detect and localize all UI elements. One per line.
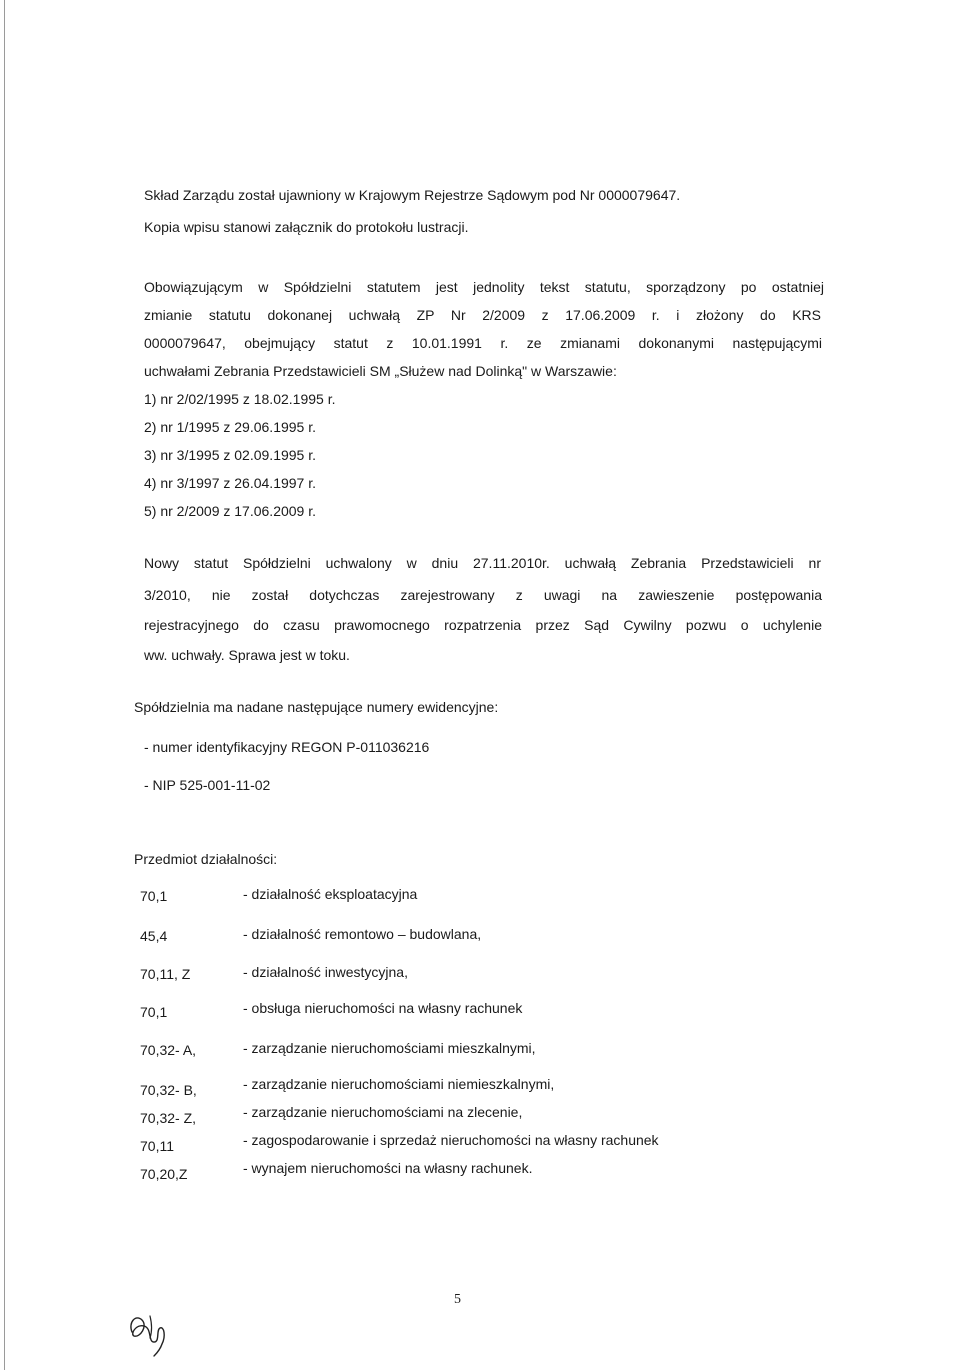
scan-edge-line bbox=[4, 0, 5, 1370]
activity-description: - działalność eksploatacyjna bbox=[243, 886, 418, 902]
activity-code: 70,32- B, bbox=[140, 1082, 197, 1098]
activity-heading: Przedmiot działalności: bbox=[134, 851, 278, 867]
activity-description: - zarządzanie nieruchomościami mieszkalnymi, bbox=[243, 1040, 536, 1056]
new-statute-line-3: rejestracyjnego do czasu prawomocnego rozpatrzenia przez Sąd Cywilny pozwu o uchylenie bbox=[144, 617, 822, 633]
activity-code: 70,11, Z bbox=[140, 966, 191, 982]
activity-description: - wynajem nieruchomości na własny rachunek. bbox=[243, 1160, 533, 1176]
activity-code: 70,32- Z, bbox=[140, 1110, 197, 1126]
new-statute-line-4: ww. uchwały. Sprawa jest w toku. bbox=[144, 647, 350, 663]
activity-code: 70,11 bbox=[140, 1138, 174, 1154]
resolution-item: 1) nr 2/02/1995 z 18.02.1995 r. bbox=[144, 391, 336, 407]
activity-code: 70,1 bbox=[140, 1004, 168, 1020]
nip-number: - NIP 525-001-11-02 bbox=[144, 777, 271, 793]
activity-description: - zarządzanie nieruchomościami na zlecenie, bbox=[243, 1104, 523, 1120]
activity-description: - działalność remontowo – budowlana, bbox=[243, 926, 482, 942]
activity-description: - obsługa nieruchomości na własny rachunek bbox=[243, 1000, 523, 1016]
statute-line-3: 0000079647, obejmujący statut z 10.01.1991 r. ze zmianami dokonanymi następującymi bbox=[144, 335, 822, 351]
page-number: 5 bbox=[454, 1292, 461, 1307]
resolution-item: 5) nr 2/2009 z 17.06.2009 r. bbox=[144, 503, 317, 519]
activity-description: - zarządzanie nieruchomościami niemieszkalnymi, bbox=[243, 1076, 555, 1092]
resolution-item: 2) nr 1/1995 z 29.06.1995 r. bbox=[144, 419, 317, 435]
new-statute-line-2: 3/2010, nie został dotychczas zarejestrowany z uwagi na zawieszenie postępowania bbox=[144, 587, 822, 603]
krs-line-1: Skład Zarządu został ujawniony w Krajowym Rejestrze Sądowym pod Nr 0000079647. bbox=[144, 187, 681, 203]
new-statute-line-1: Nowy statut Spółdzielni uchwalony w dniu 27.11.2010r. uchwałą Zebrania Przedstawicieli nr bbox=[144, 555, 821, 571]
statute-line-4: uchwałami Zebrania Przedstawicieli SM „Służew nad Dolinką" w Warszawie: bbox=[144, 363, 617, 379]
resolution-item: 4) nr 3/1997 z 26.04.1997 r. bbox=[144, 475, 317, 491]
regon-number: - numer identyfikacyjny REGON P-011036216 bbox=[144, 739, 430, 755]
resolution-item: 3) nr 3/1995 z 02.09.1995 r. bbox=[144, 447, 317, 463]
activity-description: - działalność inwestycyjna, bbox=[243, 964, 408, 980]
activity-code: 70,32- A, bbox=[140, 1042, 197, 1058]
statute-line-2: zmianie statutu dokonanej uchwałą ZP Nr 2/2009 z 17.06.2009 r. i złożony do KRS bbox=[144, 307, 821, 323]
handwritten-initials-icon bbox=[122, 1302, 178, 1358]
registry-intro: Spółdzielnia ma nadane następujące numery ewidencyjne: bbox=[134, 699, 499, 715]
statute-line-1: Obowiązującym w Spółdzielni statutem jest jednolity tekst statutu, sporządzony po ostatniej bbox=[144, 279, 824, 295]
activity-code: 70,20,Z bbox=[140, 1166, 188, 1182]
krs-line-2: Kopia wpisu stanowi załącznik do protokołu lustracji. bbox=[144, 219, 469, 235]
activity-description: - zagospodarowanie i sprzedaż nieruchomości na własny rachunek bbox=[243, 1132, 659, 1148]
activity-code: 45,4 bbox=[140, 928, 168, 944]
activity-code: 70,1 bbox=[140, 888, 168, 904]
